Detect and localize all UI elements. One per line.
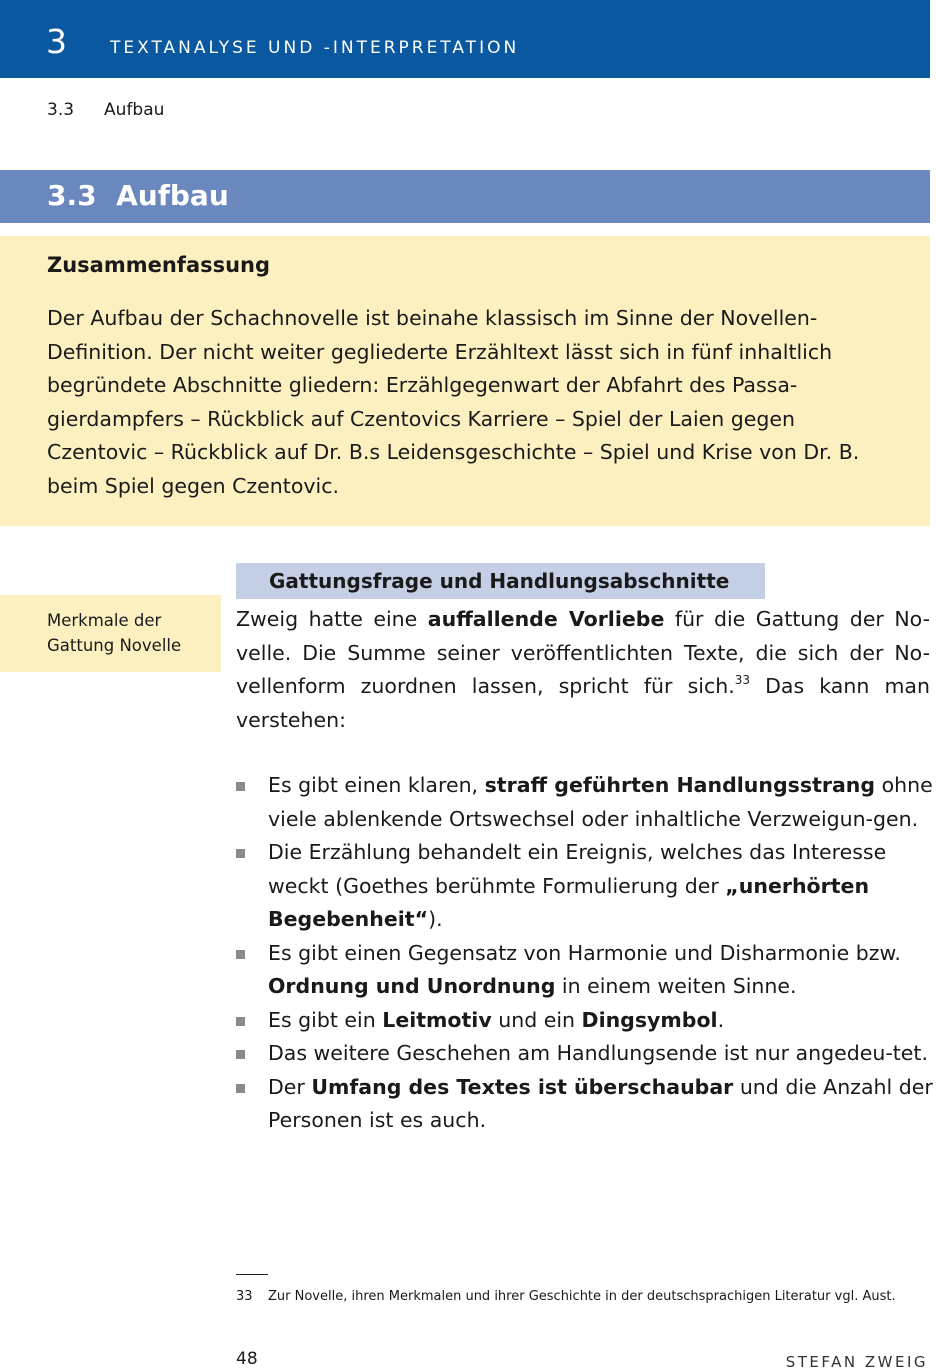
bullet-square-icon <box>236 1017 245 1026</box>
list-item <box>236 1071 936 1138</box>
footnote-text: Zur Novelle, ihren Merkmalen und ihrer Geschichte in der deutschsprachigen Literatur vgl. Aust. <box>268 1289 896 1304</box>
item-text: Es gibt einen Gegensatz von Harmonie und Disharmonie bzw. <box>268 940 901 965</box>
item-text: ). <box>428 907 443 931</box>
summary-line: begründete Abschnitte gliedern: Erzählgegenwart der Abfahrt des Passa- <box>47 373 798 397</box>
item-bold: Leitmotiv <box>382 1007 492 1032</box>
bullet-square-icon <box>236 782 245 791</box>
footnote-number: 33 <box>236 1289 253 1304</box>
chapter-title: TEXTANALYSE UND -INTERPRETATION <box>110 38 520 58</box>
bullet-square-icon <box>236 950 245 959</box>
summary-text <box>47 302 917 503</box>
intro-text: Zweig hatte eine <box>236 607 428 631</box>
item-text: Es gibt einen klaren, <box>268 773 485 797</box>
item-bold: „unerhörten Begebenheit“ <box>268 873 870 931</box>
margin-note-line: Merkmale der <box>47 611 162 630</box>
footnote-reference: 33 <box>734 673 751 687</box>
item-text: ohne viele ablenkende Ortswechsel oder inhaltliche Verzweigun-gen. <box>268 773 933 831</box>
bullet-square-icon <box>236 849 245 858</box>
bullet-square-icon <box>236 1050 245 1059</box>
item-text: Das weitere Geschehen am Handlungsende ist nur angedeu-tet. <box>268 1041 928 1065</box>
summary-line: Definition. Der nicht weiter gegliederte Erzähltext lässt sich in fünf inhaltlich <box>47 339 833 364</box>
summary-line: Czentovic – Rückblick auf Dr. B.s Leidensgeschichte – Spiel und Krise von Dr. B. <box>47 440 860 464</box>
summary-line: Der Aufbau der Schachnovelle ist beinahe klassisch im Sinne der Novellen- <box>47 306 818 330</box>
item-bold: Dingsymbol <box>581 1007 718 1032</box>
running-head-number: 3.3 <box>47 100 75 120</box>
chapter-header-bar <box>0 0 930 78</box>
summary-line: gierdampfers – Rückblick auf Czentovics Karriere – Spiel der Laien gegen <box>47 406 796 431</box>
item-text: . <box>717 1007 725 1032</box>
summary-box <box>0 236 930 526</box>
margin-note-line: Gattung Novelle <box>47 636 182 655</box>
subsection-title: Gattungsfrage und Handlungsabschnitte <box>269 569 730 593</box>
item-text: in einem weiten Sinne. <box>555 974 797 998</box>
chapter-number: 3 <box>46 22 67 61</box>
list-item <box>236 1037 936 1071</box>
intro-paragraph <box>236 603 930 737</box>
margin-note <box>47 608 181 658</box>
intro-bold: auffallende Vorliebe <box>427 607 665 631</box>
item-text: und ein <box>491 1007 582 1032</box>
intro-text: für die Gattung der No-velle. Die Summe seiner veröffentlichten Texte, die sich der No-vellenform zuordnen lassen, spricht für sich. <box>236 607 930 698</box>
item-bold: Ordnung und Unordnung <box>268 974 556 998</box>
running-head-title: Aufbau <box>104 100 165 120</box>
item-text: und die Anzahl der Personen ist es auch. <box>268 1074 933 1132</box>
item-text: Es gibt ein <box>268 1007 383 1032</box>
list-item <box>236 937 936 1004</box>
item-bold: Umfang des Textes ist überschaubar <box>311 1074 734 1099</box>
list-item <box>236 1004 936 1038</box>
footnote-divider <box>236 1274 268 1275</box>
margin-note-box <box>0 595 221 672</box>
list-item <box>236 836 936 937</box>
section-title: 3.3 Aufbau <box>47 179 229 212</box>
item-text: Die Erzählung behandelt ein Ereignis, welches das Interesse weckt (Goethes berühmte Formulierung der <box>268 840 887 898</box>
running-head <box>47 99 164 121</box>
summary-line: beim Spiel gegen Czentovic. <box>47 473 339 498</box>
summary-heading: Zusammenfassung <box>47 253 271 277</box>
intro-text: Das kann man verstehen: <box>236 674 930 732</box>
item-text: Der <box>268 1074 312 1099</box>
footnote <box>236 1288 896 1306</box>
page-number: 48 <box>236 1349 258 1369</box>
section-title-bar <box>0 170 930 223</box>
list-item <box>236 769 936 836</box>
book-author: STEFAN ZWEIG <box>785 1353 928 1371</box>
subsection-title-bar <box>236 563 765 599</box>
feature-list <box>236 769 936 1138</box>
bullet-square-icon <box>236 1084 245 1093</box>
item-bold: straff geführten Handlungsstrang <box>484 773 876 797</box>
